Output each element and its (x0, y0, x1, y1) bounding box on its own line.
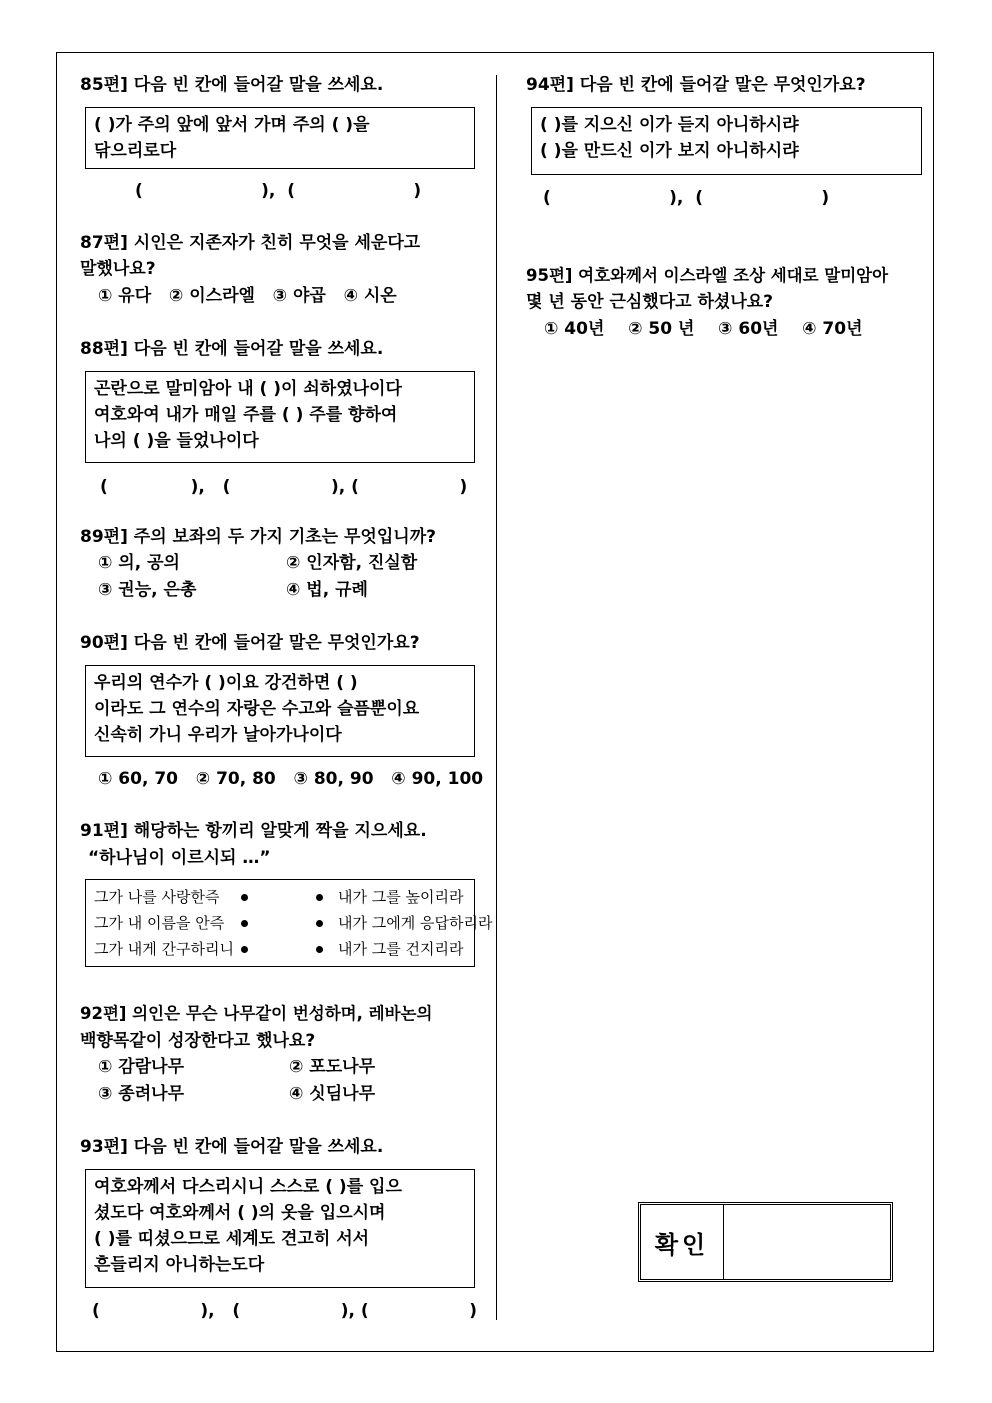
q91-title: 91편] 해당하는 항끼리 알맞게 짝을 지으세요. (80, 821, 427, 841)
confirm-box (638, 1202, 893, 1282)
q95-title-line1: 95편] 여호와께서 이스라엘 조상 세대로 말미암아 (526, 266, 889, 285)
q85-answer-blanks[interactable]: ( ), ( ) (135, 181, 422, 201)
q91-matching-box (85, 879, 493, 967)
q94-passage-line1: ( )를 지으신 이가 듣지 아니하시랴 (540, 115, 799, 135)
q88-answer-blanks[interactable]: ( ), ( ), ( ) (100, 477, 468, 497)
q92-title-line2: 백향목같이 성장한다고 했나요? (80, 1031, 316, 1051)
q91-left-item-3: 그가 내게 간구하리니 (94, 940, 234, 958)
q94-answer-blanks[interactable]: ( ), ( ) (543, 188, 830, 208)
q90-passage-line1: 우리의 연수가 ( )이요 강건하면 ( ) (94, 673, 358, 693)
q89-title: 89편] 주의 보좌의 두 가지 기초는 무엇입니까? (80, 527, 436, 547)
q94-passage-line2: ( )을 만드신 이가 보지 아니하시랴 (540, 141, 799, 161)
q90-title: 90편] 다음 빈 칸에 들어갈 말은 무엇인가요? (80, 633, 420, 653)
q91-left-item-1: 그가 나를 사랑한즉 (94, 888, 220, 906)
q91-right-dot-1[interactable] (316, 894, 323, 901)
q91-right-dot-3[interactable] (316, 946, 323, 953)
q88-passage-box (85, 371, 475, 463)
confirm-signature-area[interactable] (724, 1205, 890, 1279)
q85-passage-box (85, 107, 475, 169)
q91-left-dot-2[interactable] (241, 920, 248, 927)
q91-quote: “하나님이 이르시되 …” (88, 848, 271, 868)
q88-passage-line3: 나의 ( )을 들었나이다 (94, 431, 259, 451)
q90-passage-box (85, 665, 475, 757)
q85-passage-line2: 닦으리로다 (94, 141, 177, 161)
confirm-label: 확인 (641, 1205, 724, 1279)
q91-left-dot-3[interactable] (241, 946, 248, 953)
q91-right-item-3: 내가 그를 건지리라 (338, 940, 464, 958)
q92-option-2[interactable]: ② 포도나무 (289, 1057, 375, 1077)
column-divider (496, 75, 497, 1320)
q88-title: 88편] 다음 빈 칸에 들어갈 말을 쓰세요. (80, 339, 384, 359)
q89-option-4[interactable]: ④ 법, 규례 (286, 580, 368, 600)
q91-left-dot-1[interactable] (241, 894, 248, 901)
q93-answer-blanks[interactable]: ( ), ( ), ( ) (92, 1301, 478, 1321)
q93-passage-line2: 셨도다 여호와께서 ( )의 옷을 입으시며 (94, 1203, 386, 1223)
q92-option-4[interactable]: ④ 싯딤나무 (289, 1084, 375, 1104)
q95-options[interactable]: ① 40년 ② 50 년 ③ 60년 ④ 70년 (544, 319, 863, 339)
q92-option-3[interactable]: ③ 종려나무 (98, 1084, 184, 1104)
q93-title: 93편] 다음 빈 칸에 들어갈 말을 쓰세요. (80, 1137, 384, 1157)
q92-option-1[interactable]: ① 감람나무 (98, 1057, 184, 1077)
q88-passage-line2: 여호와여 내가 매일 주를 ( ) 주를 향하여 (94, 405, 398, 425)
q87-options[interactable]: ① 유다 ② 이스라엘 ③ 야곱 ④ 시온 (98, 286, 397, 306)
q92-title-line1: 92편] 의인은 무슨 나무같이 번성하며, 레바논의 (80, 1004, 433, 1023)
q90-options[interactable]: ① 60, 70 ② 70, 80 ③ 80, 90 ④ 90, 100 (98, 769, 484, 789)
q87-title-line1: 87편] 시인은 지존자가 친히 무엇을 세운다고 (80, 233, 421, 253)
q94-passage-box (531, 107, 922, 175)
q89-option-3[interactable]: ③ 권능, 은총 (98, 580, 197, 600)
q93-passage-line4: 흔들리지 아니하는도다 (94, 1255, 265, 1275)
q91-right-item-2: 내가 그에게 응답하리라 (338, 914, 493, 932)
q87-title-line2: 말했나요? (80, 259, 156, 279)
q93-passage-box (85, 1169, 475, 1288)
q91-right-dot-2[interactable] (316, 920, 323, 927)
q91-left-item-2: 그가 내 이름을 안즉 (94, 914, 225, 932)
q85-passage-line1: ( )가 주의 앞에 앞서 가며 주의 ( )을 (94, 115, 370, 135)
q94-title: 94편] 다음 빈 칸에 들어갈 말은 무엇인가요? (526, 75, 866, 95)
q88-passage-line1: 곤란으로 말미암아 내 ( )이 쇠하였나이다 (94, 379, 402, 399)
q91-right-item-1: 내가 그를 높이리라 (338, 888, 464, 906)
q85-title: 85편] 다음 빈 칸에 들어갈 말을 쓰세요. (80, 75, 384, 95)
q90-passage-line2: 이라도 그 연수의 자랑은 수고와 슬픔뿐이요 (94, 699, 420, 719)
q90-passage-line3: 신속히 가니 우리가 날아가나이다 (94, 725, 342, 745)
q89-option-1[interactable]: ① 의, 공의 (98, 553, 180, 573)
q93-passage-line1: 여호와께서 다스리시니 스스로 ( )를 입으 (94, 1177, 402, 1197)
q95-title-line2: 몇 년 동안 근심했다고 하셨나요? (526, 292, 774, 312)
q93-passage-line3: ( )를 띠셨으므로 세계도 견고히 서서 (94, 1229, 370, 1249)
q89-option-2[interactable]: ② 인자함, 진실함 (286, 553, 418, 573)
